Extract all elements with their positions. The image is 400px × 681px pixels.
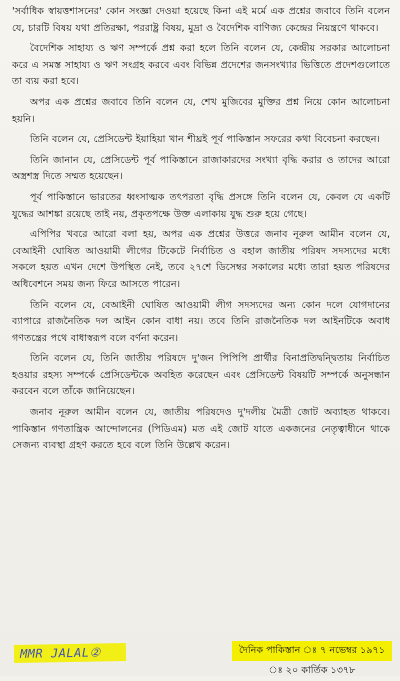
- paragraph-5: তিনি জানান যে, প্রেসিডেন্ট পূর্ব পাকিস্তানে রাজাকারদের সংখ্যা বৃদ্ধি করার ও তাদের আরো অস্ত্রশস্ত্র দিতে সম্মত হয়েছেন।: [12, 154, 390, 183]
- paragraph-3: অপর এক প্রশ্নের জবাবে তিনি বলেন যে, শেখ মুজিবের মুক্তির প্রশ্ন নিয়ে কোন আলোচনা হয়নি।: [12, 96, 390, 125]
- paragraph-8: তিনি বলেন যে, বেআইনী ঘোষিত আওয়ামী লীগ সদস্যদের অন্য কোন দলে যোগদানের ব্যাপারে রাজনৈতিক দল আইন কোন বাধা নয়। তবে তিনি রাজনৈতিক দল আইনটিকে অবাধ গণতন্ত্রের পথে বাধাস্বরূপ বলে বর্ণনা করেন।: [12, 299, 390, 344]
- paragraph-7: এপিপির খবরে আরো বলা হয়, অপর এক প্রশ্নের উত্তরে জনাব নূরুল আমীন বলেন যে, বেআইনী ঘোষিত আওয়ামী লীগের টিকেটে নির্বাচিত ও বহাল জাতীয় পরিষদ সদস্যদের মধ্যে সকলে হয়ত এখন দেশে উপস্থিত নেই, তবে ২৭শে ডিসেম্বর সকালের মধ্যে তারা হয়ত পরিষদের অধিবেশনে সময় জন্য ফিরে আসতে পারেন।: [12, 229, 390, 290]
- document-footer: [0, 641, 400, 676]
- paragraph-10: জনাব নূরুল আমীন বলেন যে, জাতীয় পরিষদেও দু'দলীয় মৈত্রী জোট অব্যাহত থাকবে। পাকিস্তান গণতান্ত্রিক আন্দোলনের (পিডিএম) মত এই জোট যাতে একজনের নেতৃত্বাধীনে থাকে সেজন্য ব্যবস্থা গ্রহণ করতে হবে বলে তিনি উল্লেখ করেন।: [12, 407, 390, 452]
- paragraph-4: তিনি বলেন যে, প্রেসিডেন্ট ইয়াহিয়া খান শীঘ্রই পূর্ব পাকিস্তান সফরের কথা বিবেচনা করছেন।: [30, 134, 380, 146]
- paragraph-6: পূর্ব পাকিস্তানে ভারতের ধ্বংসাত্মক তৎপরতা বৃদ্ধি প্রসঙ্গে তিনি বলেন যে, কেবল যে একটি যুদ্ধের আশঙ্কা রয়েছে তাই নয়, প্রকৃতপক্ষে উক্ত এলাকায় যুদ্ধ শুরু হয়ে গেছে।: [12, 191, 390, 220]
- news-article: [12, 4, 390, 455]
- paragraph-1: 'সর্বাধিক স্বায়ত্তশাসনের' কোন সংজ্ঞা দেওয়া হয়েছে কিনা এই মর্মে এক প্রশ্নের জবাবে তিনি বলেন যে, চারটি বিষয় যথা প্রতিরক্ষা, পররাষ্ট্র বিষয়, মুদ্রা ও বৈদেশিক বাণিজ্য কেন্দ্রের নিয়ন্ত্রণে থাকবে।: [12, 6, 390, 34]
- paragraph-9: তিনি বলেন যে, তিনি জাতীয় পরিষদে দু'জন পিপিপি প্রার্থীর বিনাপ্রতিদ্বন্দ্বিতায় নির্বাচিত হওয়ার রহস্য সম্পর্কে প্রেসিডেন্টকে অবহিত করেছেন এবং প্রেসিডেন্ট বিষয়টি সম্পর্কে অনুসন্ধান করবেন বলে তাঁকে জানিয়েছেন।: [12, 353, 390, 398]
- source-citation: দৈনিক পাকিস্তান ঃ ৭ নভেম্বর ১৯৭১ ঃ ২০ কার্তিক ১৩৭৮: [232, 641, 392, 661]
- handwritten-archive-note: MMR JALAL②: [14, 643, 126, 663]
- paragraph-2: বৈদেশিক সাহায্য ও ঋণ সম্পর্কে প্রশ্ন করা হলে তিনি বলেন যে, কেন্দ্রীয় সরকার আলোচনা করে এ সমস্ত সাহায্য ও ঋণ সংগ্রহ করবে এবং বিভিন্ন প্রদেশের জনসংখ্যার ভিত্তিতে প্রদেশগুলোতে তা ব্যয় করা হবে।: [12, 43, 390, 88]
